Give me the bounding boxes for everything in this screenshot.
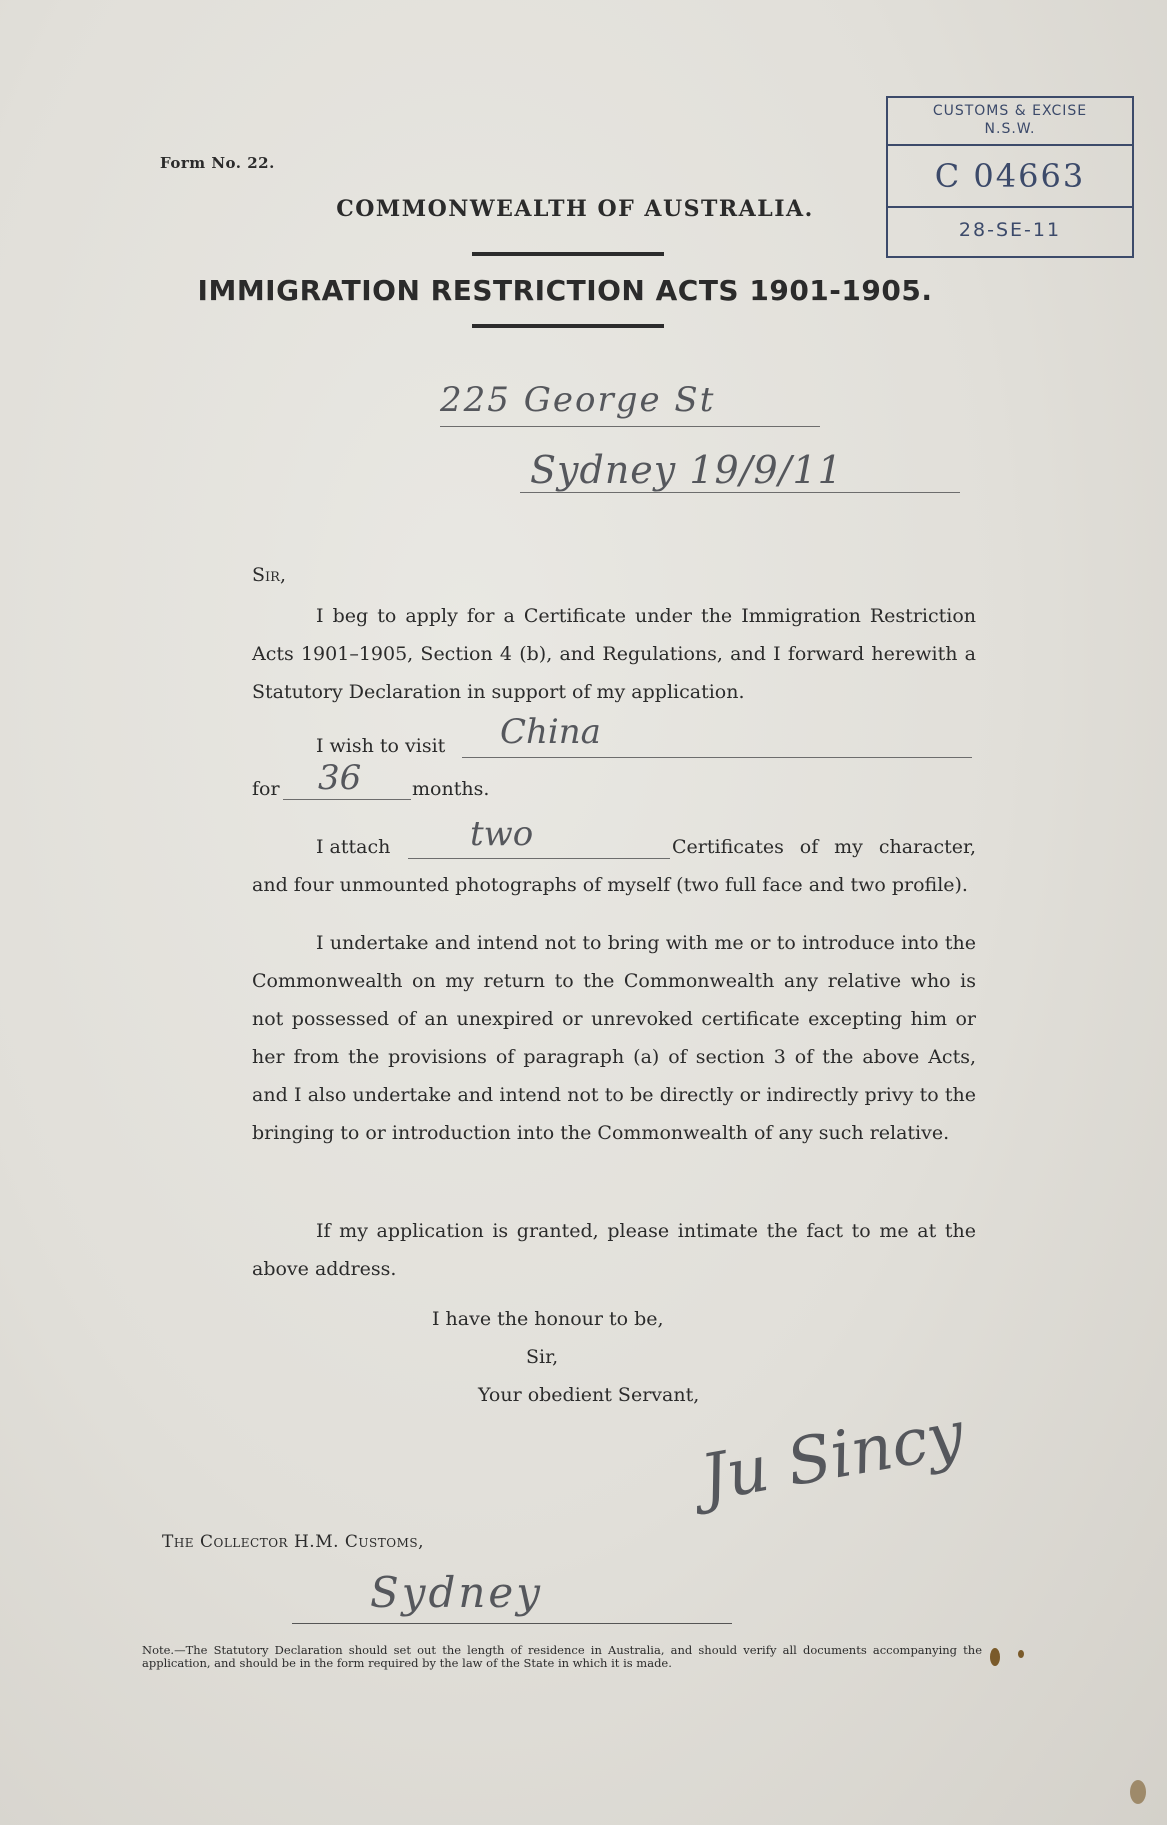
paragraph-request: If my application is granted, please intimate the fact to me at the above address. (252, 1220, 976, 1280)
document-title (0, 274, 1000, 307)
closing-line2: Sir, (526, 1346, 559, 1368)
handwritten-place-date: Sydney 19/9/11 (530, 448, 843, 492)
address-underline (440, 426, 820, 427)
stamp-number: C 04663 (888, 146, 1132, 208)
paragraph-photographs: and four unmounted photographs of myself (two full face and two profile). (252, 874, 968, 896)
visit-destination: China (500, 712, 601, 752)
months-label: months. (412, 778, 490, 800)
customs-stamp (886, 96, 1134, 258)
closing-line1: I have the honour to be, (432, 1308, 664, 1330)
place-date-underline (520, 492, 960, 493)
stamp-line1: CUSTOMS & EXCISE (932, 103, 1088, 119)
country-heading (0, 196, 1000, 222)
collector-address: The Collector H.M. Customs, (162, 1532, 425, 1552)
attach-underline (408, 858, 670, 859)
country-heading-text: COMMONWEALTH OF AUSTRALIA. (336, 196, 814, 222)
heading-rule-top (472, 252, 664, 256)
stain-mark (1130, 1780, 1146, 1804)
stamp-date: 28-SE-11 (958, 219, 1062, 241)
form-number: Form No. 22. (160, 154, 275, 172)
months-value: 36 (318, 758, 362, 798)
visit-underline (462, 757, 972, 758)
for-label: for (252, 778, 280, 800)
salutation: Sir, (252, 564, 286, 586)
stain-mark (1018, 1650, 1024, 1658)
handwritten-address: 225 George St (440, 380, 716, 420)
stamp-line2: N.S.W. (984, 121, 1036, 137)
paragraph-application: I beg to apply for a Certificate under the Immigration Restriction Acts 1901–1905, Section 4 (b), and Regulations, and I forward herewith a Statutory Declaration in support of my application. (252, 605, 976, 703)
months-underline (283, 799, 411, 800)
document-title-text: IMMIGRATION RESTRICTION ACTS 1901-1905. (197, 274, 933, 307)
signature: Ju Sincy (695, 1397, 970, 1517)
visit-label: I wish to visit (316, 735, 446, 757)
attach-rest: Certificates of my character, (672, 836, 976, 858)
attach-label: I attach (316, 836, 391, 858)
stain-mark (990, 1648, 1000, 1666)
paragraph-undertaking: I undertake and intend not to bring with me or to introduce into the Commonwealth on my return to the Commonwealth any relative who is not possessed of an unexpired or unrevoked certificate excepting him or her from the provisions of paragraph (a) of section 3 of the above Acts, and I also undertake and intend not to be directly or indirectly privy to the bringing to or introduction into the Commonwealth of any such relative. (252, 932, 976, 1144)
collector-underline (292, 1623, 732, 1624)
certificates-count: two (470, 814, 534, 854)
footnote: Note.—The Statutory Declaration should set out the length of residence in Australia, and should verify all documents accompanying the application, and should be in the form required by the law of the State in which it is made. (142, 1643, 982, 1670)
heading-rule-bottom (472, 324, 664, 328)
collector-place: Sydney (370, 1568, 544, 1617)
stamp-header (888, 98, 1132, 146)
closing-line3: Your obedient Servant, (478, 1384, 700, 1406)
